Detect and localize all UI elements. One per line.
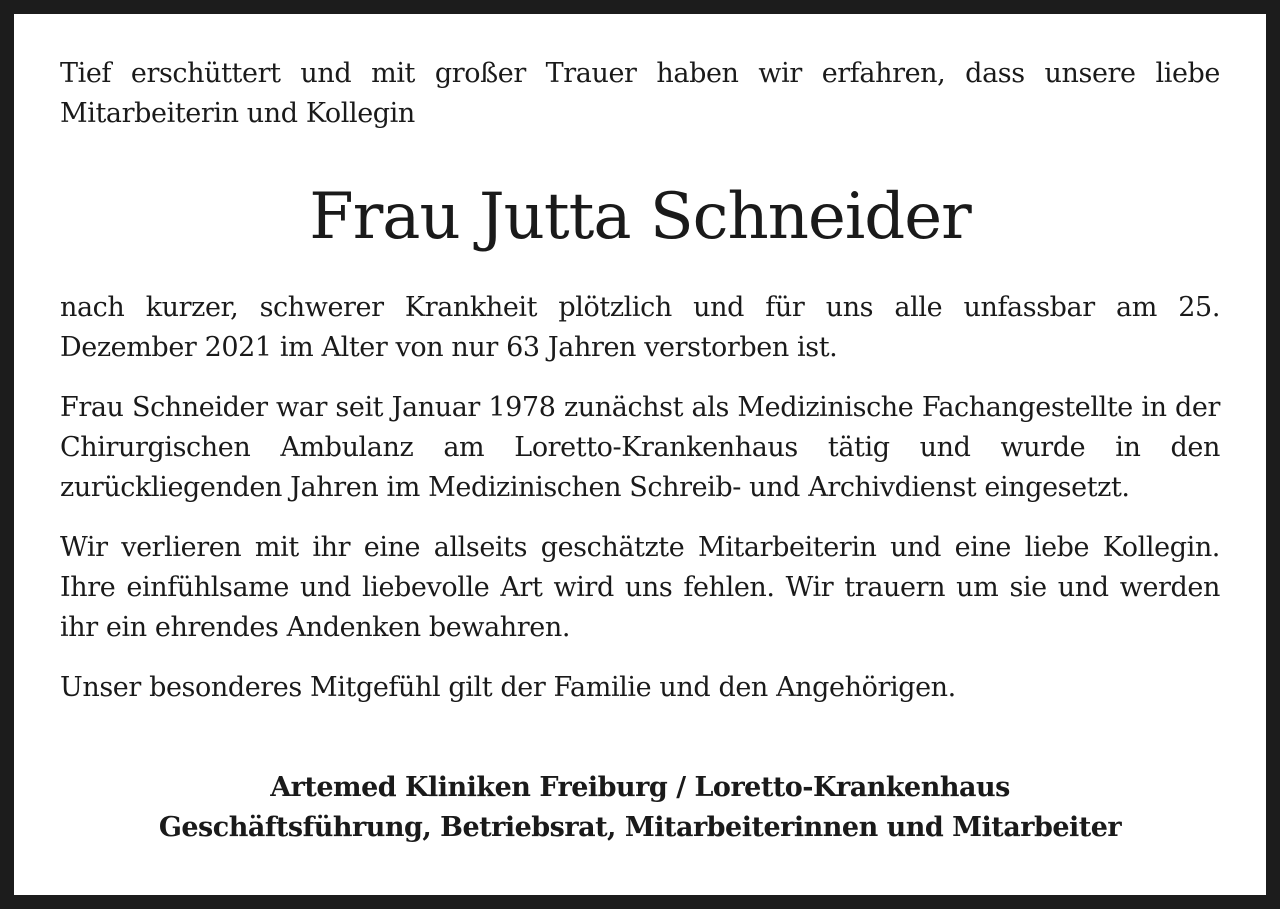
signature-block (60, 768, 1220, 848)
paragraph-condolence: Unser besonderes Mitgefühl gilt der Familie und den Angehörigen. (60, 672, 956, 703)
paragraph-career: Frau Schneider war seit Januar 1978 zunächst als Medizinische Fachangestellte in der Chirurgischen Ambulanz am Loretto-Krankenhaus tätig und wurde in den zurückliegenden Jahren im Medizinischen Schreib- und Archivdienst eingesetzt. (60, 392, 1220, 503)
obituary-content (60, 54, 1220, 848)
intro-text: Tief erschüttert und mit großer Trauer haben wir erfahren, dass unsere liebe Mitarbeiterin und Kollegin (60, 58, 1220, 129)
deceased-name: Frau Jutta Schneider (309, 180, 971, 254)
paragraph-death-info: nach kurzer, schwerer Krankheit plötzlich und für uns alle unfassbar am 25. Dezember 2021 im Alter von nur 63 Jahren verstorben ist. (60, 292, 1220, 363)
signature-organization: Artemed Kliniken Freiburg / Loretto-Krankenhaus (270, 772, 1010, 803)
signature-groups: Geschäftsführung, Betriebsrat, Mitarbeiterinnen und Mitarbeiter (158, 812, 1122, 843)
paragraph-tribute: Wir verlieren mit ihr eine allseits geschätzte Mitarbeiterin und eine liebe Kollegin. Ihre einfühlsame und liebevolle Art wird uns fehlen. Wir trauern um sie und werden ihr ein ehrendes Andenken bewahren. (60, 532, 1220, 643)
